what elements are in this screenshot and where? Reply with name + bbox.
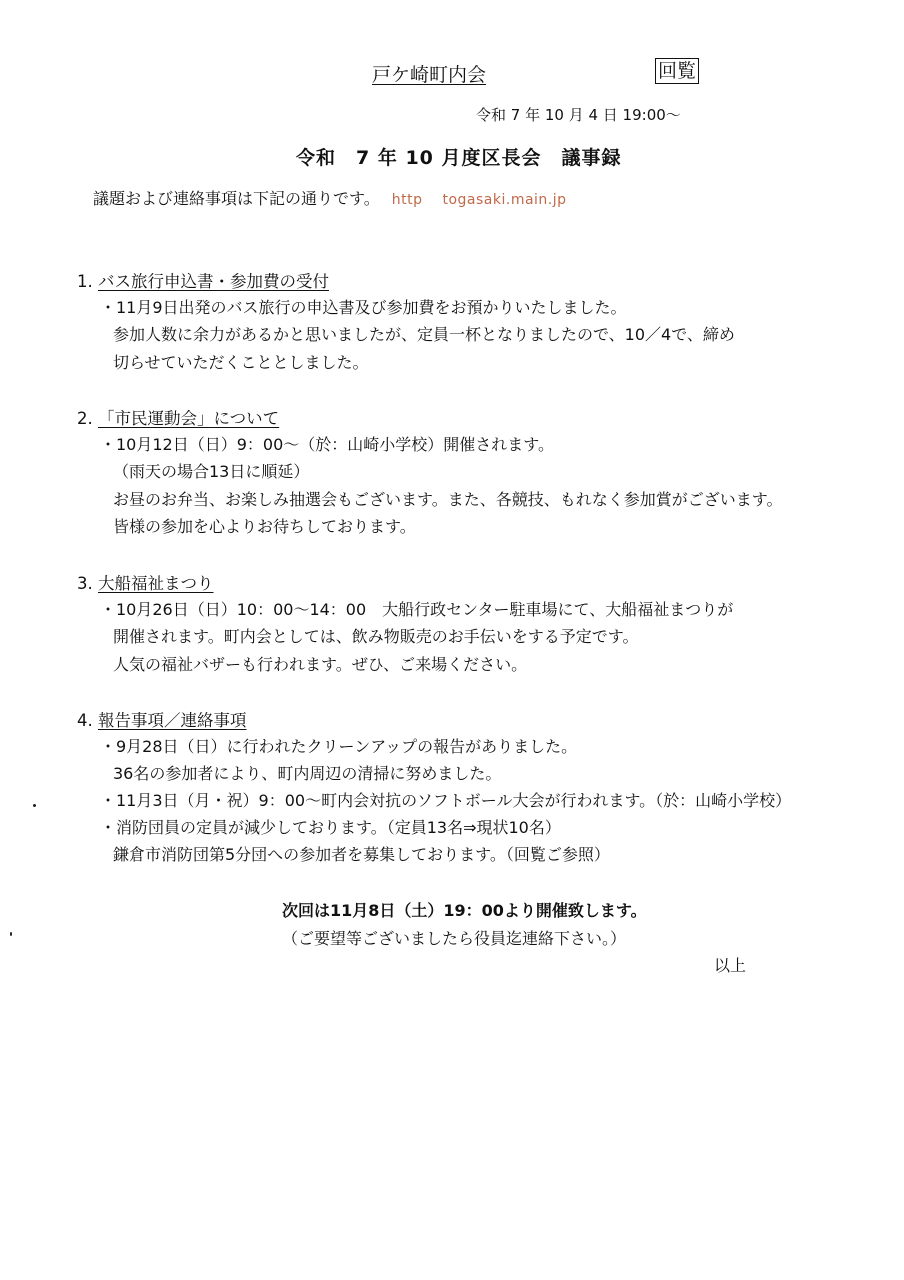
end-mark: 以上 [714, 956, 747, 975]
section-heading-text: 「市民運動会」について [98, 409, 280, 428]
section-heading-text: バス旅行申込書・参加費の受付 [98, 272, 329, 291]
section-2-line-2: （雨天の場合13日に順延） [113, 462, 310, 481]
section-number: 4. [77, 711, 93, 730]
intro-line [93, 186, 567, 209]
contact-note: （ご要望等ございましたら役員迄連絡下さい。） [282, 929, 627, 948]
section-2-line-4: 皆様の参加を心よりお待ちしております。 [113, 517, 416, 536]
section-number: 1. [77, 272, 93, 291]
website-url[interactable] [392, 192, 567, 208]
section-4-line-4: ・消防団員の定員が減少しております。（定員13名⇒現状10名） [100, 818, 561, 837]
circulation-stamp: 回覧 [655, 58, 699, 84]
section-heading-text: 大船福祉まつり [98, 574, 214, 593]
section-3-line-1: ・10月26日（日）10：00～14：00 大船行政センター駐車場にて、大船福祉まつりが [100, 600, 734, 619]
url-scheme: http [391, 192, 423, 208]
section-4-line-2: 36名の参加者により、町内周辺の清掃に努めました。 [113, 764, 502, 783]
section-3-line-2: 開催されます。町内会としては、飲み物販売のお手伝いをする予定です。 [113, 627, 639, 646]
section-4-line-1: ・9月28日（日）に行われたクリーンアップの報告がありました。 [100, 737, 578, 756]
section-number: 2. [77, 409, 93, 428]
section-4-line-3: ・11月3日（月・祝）9：00～町内会対抗のソフトボール大会が行われます。（於：山崎小学校） [100, 791, 792, 810]
section-4-heading [77, 707, 247, 731]
section-3-line-3: 人気の福祉バザーも行われます。ぜひ、ご来場ください。 [113, 655, 528, 674]
section-1-line-1: ・11月9日出発のバス旅行の申込書及び参加費をお預かりいたしました。 [100, 298, 627, 317]
section-2-line-3: お昼のお弁当、お楽しみ抽選会もございます。また、各競技、もれなく参加賞がございます。 [113, 490, 783, 509]
section-4-line-5: 鎌倉市消防団第5分団への参加者を募集しております。（回覧ご参照） [113, 845, 610, 864]
section-1-line-3: 切らせていただくこととしました。 [113, 353, 369, 372]
intro-text: 議題および連絡事項は下記の通りです。 [93, 189, 380, 208]
section-1-heading [77, 268, 329, 292]
document-title: 令和 7 年 10 月度区長会 議事録 [296, 147, 622, 169]
section-2-line-1: ・10月12日（日）9：00～（於：山崎小学校）開催されます。 [100, 435, 554, 454]
scan-speck [10, 932, 12, 936]
organization-name: 戸ケ崎町内会 [372, 64, 487, 86]
scan-speck [33, 804, 36, 807]
meeting-datetime: 令和 7 年 10 月 4 日 19:00～ [476, 106, 681, 124]
section-3-heading [77, 570, 214, 594]
next-meeting-notice: 次回は11月8日（土）19：00より開催致します。 [282, 901, 647, 920]
section-number: 3. [77, 574, 93, 593]
url-domain: togasaki.main.jp [442, 192, 567, 208]
section-heading-text: 報告事項／連絡事項 [98, 711, 247, 730]
section-2-heading [77, 405, 279, 429]
section-1-line-2: 参加人数に余力があるかと思いましたが、定員一杯となりましたので、10／4で、締め [113, 325, 735, 344]
